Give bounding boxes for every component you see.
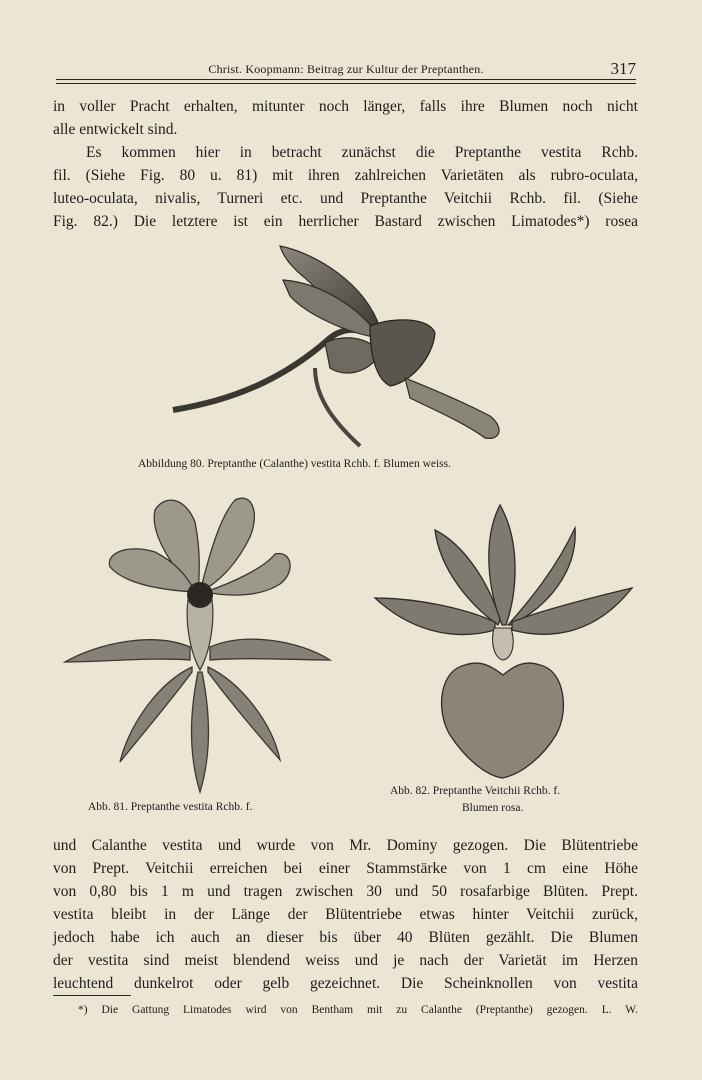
text-line: luteo-oculata, nivalis, Turneri etc. und Preptanthe Veitchii Rchb. fil. (Siehe	[53, 190, 638, 207]
text-line: von Prept. Veitchii erreichen bei einer Stammstärke von 1 cm eine Höhe	[53, 860, 638, 877]
text-line: alle entwickelt sind.	[53, 121, 178, 138]
text-line: vestita bleibt in der Länge der Blütentriebe etwas hinter Veitchii zurück,	[53, 906, 638, 923]
page-header	[56, 61, 636, 79]
text-line: in voller Pracht erhalten, mitunter noch länger, falls ihre Blumen noch nicht	[53, 98, 638, 115]
text-line: Es kommen hier in betracht zunächst die Preptanthe vestita Rchb.	[86, 144, 638, 161]
footnote-rule	[53, 995, 131, 996]
text-line: von 0,80 bis 1 m und tragen zwischen 30 und 50 rosafarbige Blüten. Prept.	[53, 883, 638, 900]
header-rule-thick	[56, 79, 636, 80]
body-text-bottom	[53, 834, 638, 995]
caption-figure-82-line1: Abb. 82. Preptanthe Veitchii Rchb. f.	[390, 785, 561, 797]
page-number: 317	[610, 59, 636, 78]
running-title: Christ. Koopmann: Beitrag zur Kultur der Preptanthen.	[208, 62, 484, 76]
figure-81-flower-illustration	[60, 492, 335, 797]
text-line: fil. (Siehe Fig. 80 u. 81) mit ihren zahlreichen Varietäten als rubro-oculata,	[53, 167, 638, 184]
caption-figure-82-line2: Blumen rosa.	[462, 802, 524, 814]
caption-figure-80: Abbildung 80. Preptanthe (Calanthe) vestita Rchb. f. Blumen weiss.	[138, 458, 451, 470]
text-line: jedoch habe ich auch an dieser bis über 40 Blüten gezählt. Die Blumen	[53, 929, 638, 946]
figure-80-flower-illustration	[165, 238, 525, 453]
text-line: der vestita sind meist blendend weiss und je nach der Varietät im Herzen	[53, 952, 638, 969]
body-text-top	[53, 95, 638, 233]
text-line: leuchtend dunkelrot oder gelb gezeichnet. Die Scheinknollen von vestita	[53, 975, 638, 992]
text-line: und Calanthe vestita und wurde von Mr. Dominy gezogen. Die Blütentriebe	[53, 837, 638, 854]
text-line: Fig. 82.) Die letztere ist ein herrlicher Bastard zwischen Limatodes*) rosea	[53, 213, 638, 230]
header-rule-thin	[56, 83, 636, 84]
figure-82-flower-illustration	[370, 500, 635, 782]
footnote: *) Die Gattung Limatodes wird von Bentham mit zu Calanthe (Preptanthe) gezogen. L. W.	[78, 1004, 638, 1016]
caption-figure-81: Abb. 81. Preptanthe vestita Rchb. f.	[88, 801, 253, 813]
